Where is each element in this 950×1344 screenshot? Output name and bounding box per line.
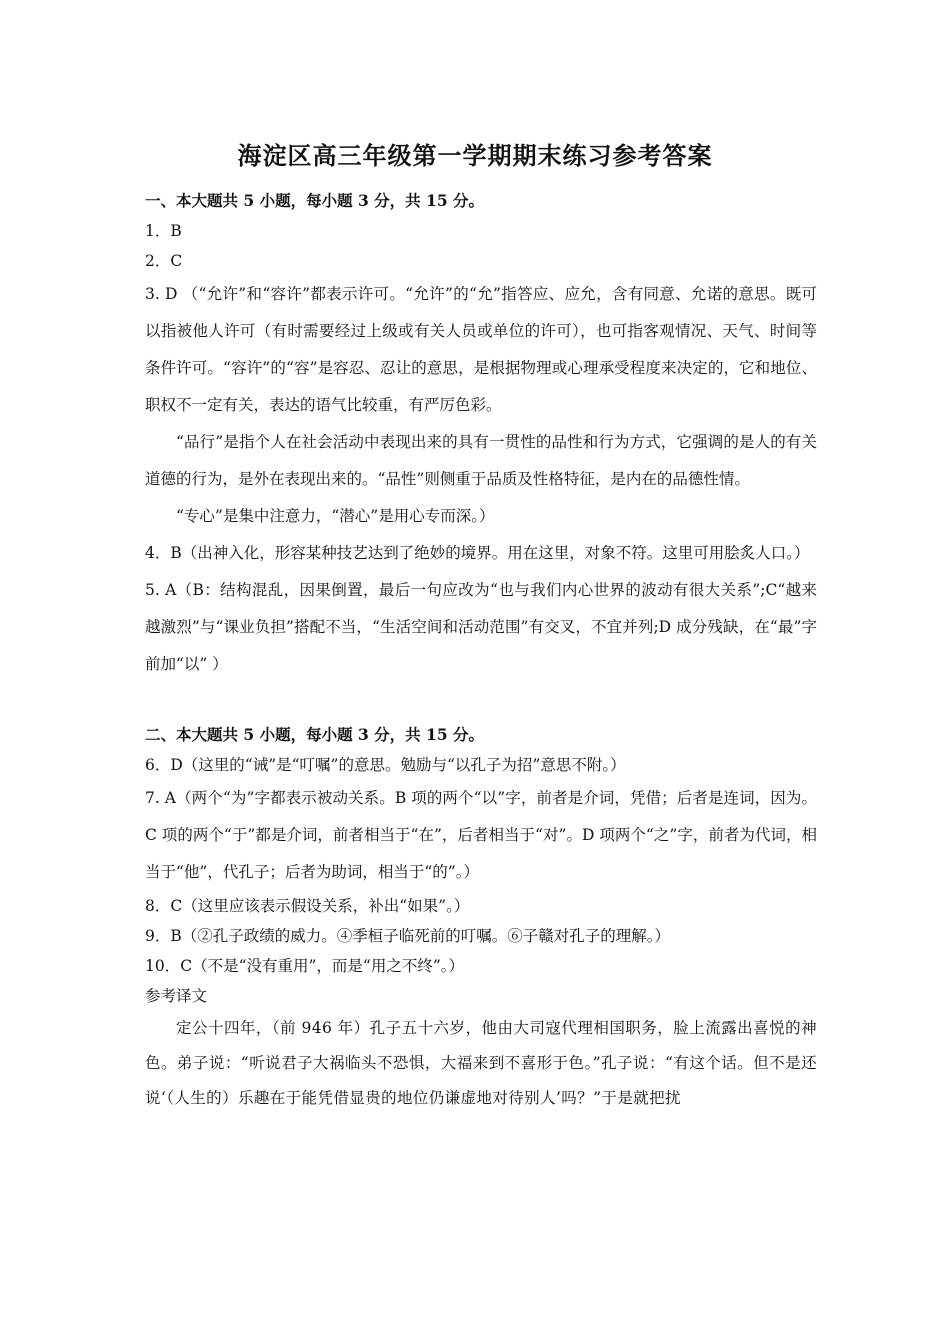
answer-1: 1．B xyxy=(145,222,182,240)
section-spacer xyxy=(145,683,817,720)
page-title: 海淀区高三年级第一学期期末练习参考答案 xyxy=(237,141,713,170)
answer-3: 3. D （“允许”和“容许”都表示许可。“允许”的“允”指答应、应允，含有同意、允诺的意思。既可以指被他人许可（有时需要经过上级或有关人员或单位的许可），也可指客观情况、天气、时间等条件许可。“容许”的“容”是容忍、忍让的意思，是根据物理或心理承受程度来决定的，它和地位、职权不一定有关，表达的语气比较重，有严厉色彩。 xyxy=(145,285,817,414)
answer-8: 8．C（这里应该表示假设关系，补出“如果”。） xyxy=(145,897,470,915)
answer-9: 9．B（②孔子政绩的威力。④季桓子临死前的叮嘱。⑥子赣对孔子的理解。） xyxy=(145,927,671,945)
answer-6: 6．D（这里的“诫”是“叮嘱”的意思。勉励与“以孔子为招”意思不附。） xyxy=(145,756,626,774)
answer-3-paragraph-2: “品行”是指个人在社会活动中表现出来的具有一贯性的品性和行为方式，它强调的是人的有关道德的行为，是外在表现出来的。“品性”则侧重于品质及性格特征，是内在的品德性情。 xyxy=(145,433,817,488)
document-body xyxy=(145,186,817,1116)
answer-10: 10．C（不是“没有重用”，而是“用之不终”。） xyxy=(145,957,465,975)
section-2-heading: 二、本大题共 5 小题，每小题 3 分，共 15 分。 xyxy=(145,725,485,744)
translation-text: 定公十四年，（前 946 年）孔子五十六岁，他由大司寇代理相国职务，脸上流露出喜悦的神色。弟子说：“听说君子大祸临头不恐惧，大福来到不喜形于色。”孔子说：“有这个话。但不是还说‘（人生的）乐趣在于能凭借显贵的地位仍谦虚地对待别人’吗？”于是就把扰 xyxy=(145,1019,817,1107)
answer-5: 5. A（B：结构混乱，因果倒置，最后一句应改为“也与我们内心世界的波动有很大关系”;C“越来越激烈”与“课业负担”搭配不当，“生活空间和活动范围”有交叉，不宜并列;D 成分残缺，在“最”字前加“以” ） xyxy=(145,581,817,673)
answer-3-paragraph-3: “专心”是集中注意力，“潜心”是用心专而深。） xyxy=(176,507,495,525)
section-1-heading: 一、本大题共 5 小题，每小题 3 分，共 15 分。 xyxy=(145,191,485,210)
translation-label: 参考译文 xyxy=(145,987,208,1005)
answer-2: 2．C xyxy=(145,252,183,270)
answer-4: 4．B（出神入化，形容某种技艺达到了绝妙的境界。用在这里，对象不符。这里可用脍炙人口。） xyxy=(145,544,810,562)
answer-7: 7. A（两个“为”字都表示被动关系。B 项的两个“以”字，前者是介词，凭借；后者是连词，因为。C 项的两个“于”都是介词，前者相当于“在”，后者相当于“对”。D 项两个“之”字，前者为代词，相当于“他”，代孔子；后者为助词，相当于“的”。） xyxy=(145,789,817,881)
